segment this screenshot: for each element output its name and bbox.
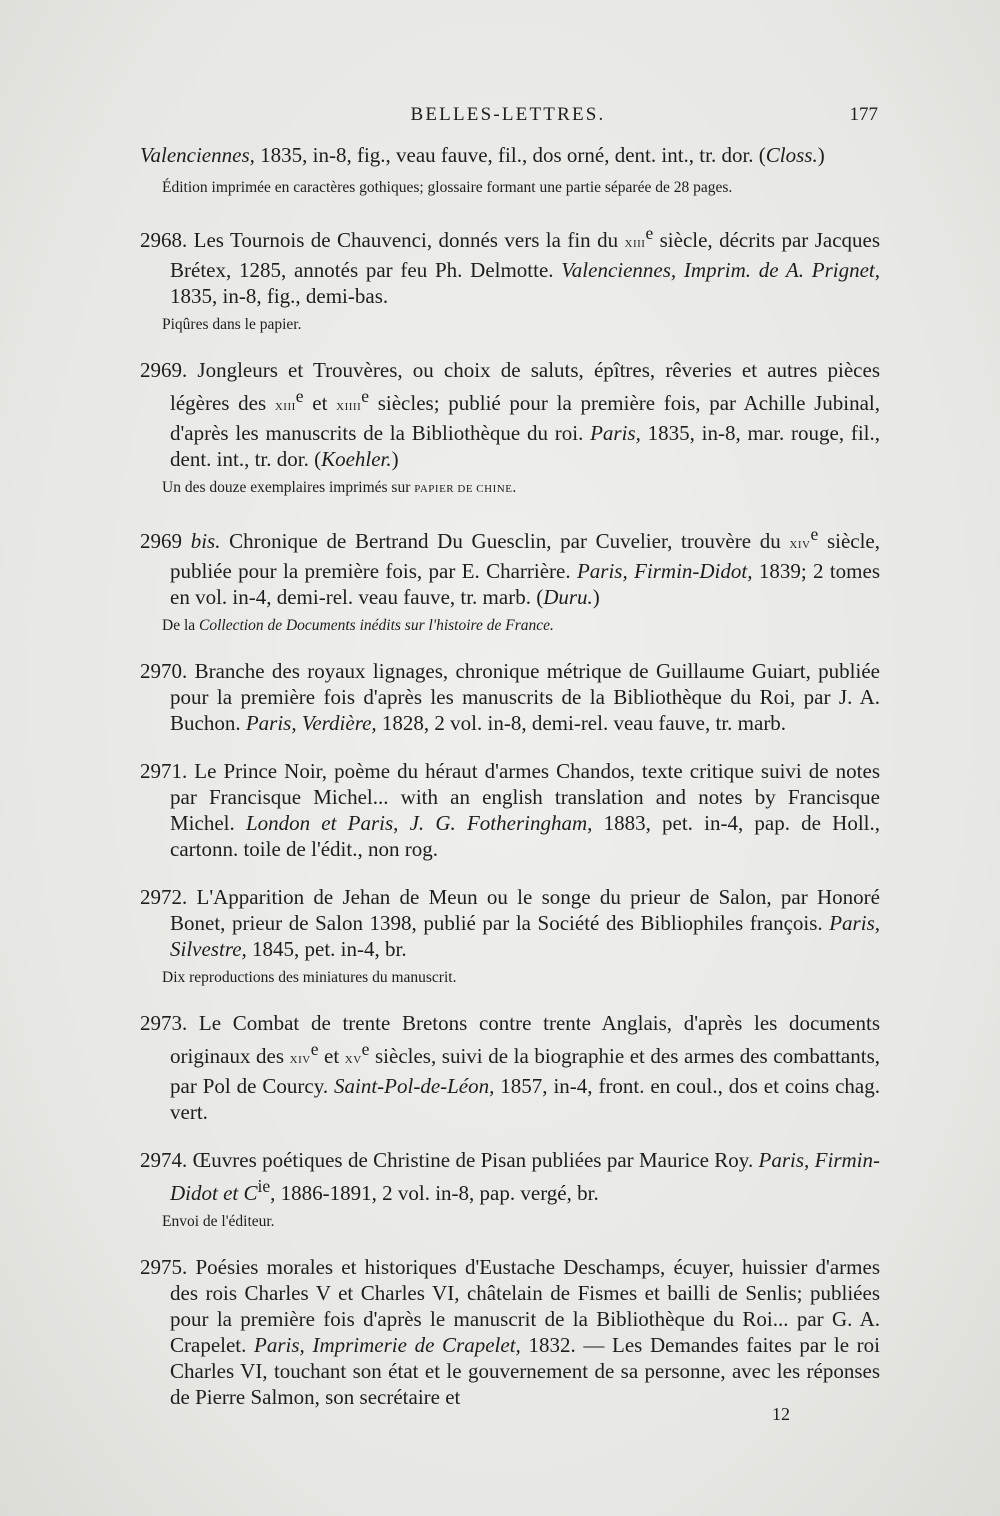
catalogue-entry [140, 357, 880, 499]
entry-note: Piqûres dans le papier. [162, 316, 302, 333]
catalogue-entry [140, 658, 880, 736]
catalogue-entry [140, 1254, 880, 1410]
catalogue-entry [140, 1147, 880, 1232]
entry-number: 2969. [140, 358, 188, 382]
entry-number: 2968. [140, 228, 188, 252]
entry-text: 2975. Poésies morales et historiques d'Eustache Deschamps, écuyer, huissier d'armes des rois Charles V et Charles VI, châtelain de Fismes et bailli de Senlis; publiées pour la première fois d'après le manuscrit de la Bibliothèque du Roi... par G. A. Crapelet. Paris, Imprimerie de Crapelet, 1832. — Les Demandes faites par le roi Charles VI, touchant son état et le gouvernement de sa personne, avec les réponses de Pierre Salmon, son secrétaire et [140, 1255, 881, 1409]
catalogue-entry [140, 1010, 880, 1125]
continuation-text: Valenciennes, 1835, in-8, fig., veau fauve, fil., dos orné, dent. int., tr. dor. (Closs.) [140, 143, 825, 167]
entry-note: Dix reproductions des miniatures du manuscrit. [162, 969, 457, 986]
entry-number: 2970. [140, 659, 188, 683]
continuation-entry [140, 142, 880, 198]
entry-number: 2969 [140, 529, 191, 553]
entry-text: 2974. Œuvres poétiques de Christine de Pisan publiées par Maurice Roy. Paris, Firmin-Didot et $C^{ie}$, 1886-1891, 2 vol. in-8, pap. vergé, br. [140, 1148, 880, 1205]
entry-text: 2971. Le Prince Noir, poème du héraut d'armes Chandos, texte critique suivi de notes par Francisque Michel... with an english translation and notes by Francisque Michel. London et Paris, J. G. Fotheringham, 1883, pet. in-4, pap. de Holl., cartonn. toile de l'édit., non rog. [140, 759, 881, 861]
entry-number: 2973. [140, 1011, 188, 1035]
entry-number: 2972. [140, 885, 188, 909]
entry-text: 2973. Le Combat de trente Bretons contre trente Anglais, d'après les documents originaux des XIVe et XVe siècles, suivi de la biographie et des armes des combattants, par Pol de Courcy. Saint-Pol-de-Léon, 1857, in-4, front. en coul., dos et coins chag. vert. [140, 1011, 881, 1124]
running-title: BELLES-LETTRES. [410, 104, 606, 125]
page-number: 177 [849, 104, 878, 125]
entry-number: 2975. [140, 1255, 188, 1279]
entry-note: Un des douze exemplaires imprimés sur PAPIER DE CHINE. [162, 479, 517, 496]
entry-number: 2974. [140, 1148, 188, 1172]
entry-text: 2970. Branche des royaux lignages, chronique métrique de Guillaume Guiart, publiée pour la première fois d'après les manuscrits de la Bibliothèque du Roi, par J. A. Buchon. Paris, Verdière, 1828, 2 vol. in-8, demi-rel. veau fauve, tr. marb. [140, 659, 880, 735]
entry-number: 2971. [140, 759, 188, 783]
entry-text: 2969 bis. Chronique de Bertrand Du Guesclin, par Cuvelier, trouvère du XIVe siècle, publiée pour la première fois, par E. Charrière. Paris, Firmin-Didot, 1839; 2 tomes en vol. in-4, demi-rel. veau fauve, tr. marb. (Duru.) [140, 524, 880, 609]
catalogue-entry [140, 521, 880, 636]
page-header [138, 100, 878, 130]
entry-text: 2969. Jongleurs et Trouvères, ou choix de saluts, épîtres, rêveries et autres pièces légères des XIIIe et XIIIIe siècles; publié pour la première fois, par Achille Jubinal, d'après les manuscrits de la Bibliothèque du roi. Paris, 1835, in-8, mar. rouge, fil., dent. int., tr. dor. (Koehler.) [140, 358, 880, 471]
catalogue-entry [140, 884, 880, 988]
signature-mark: 12 [772, 1404, 790, 1424]
entry-text: 2968. Les Tournois de Chauvenci, donnés vers la fin du XIIIe siècle, décrits par Jacques Brétex, 1285, annotés par feu Ph. Delmotte. Valenciennes, Imprim. de A. Prignet, 1835, in-8, fig., demi-bas. [140, 223, 881, 308]
entry-note: De la Collection de Documents inédits sur l'histoire de France. [162, 617, 554, 634]
catalogue-entry [140, 220, 880, 335]
entry-note: Édition imprimée en caractères gothiques; glossaire formant une partie séparée de 28 pages. [162, 179, 733, 196]
entry-note: Envoi de l'éditeur. [162, 1213, 275, 1230]
catalogue-body [140, 142, 880, 1410]
entry-text: 2972. L'Apparition de Jehan de Meun ou le songe du prieur de Salon, par Honoré Bonet, prieur de Salon 1398, publié par la Société des Bibliophiles françois. Paris, Silvestre, 1845, pet. in-4, br. [140, 885, 880, 961]
catalogue-entry [140, 758, 880, 862]
